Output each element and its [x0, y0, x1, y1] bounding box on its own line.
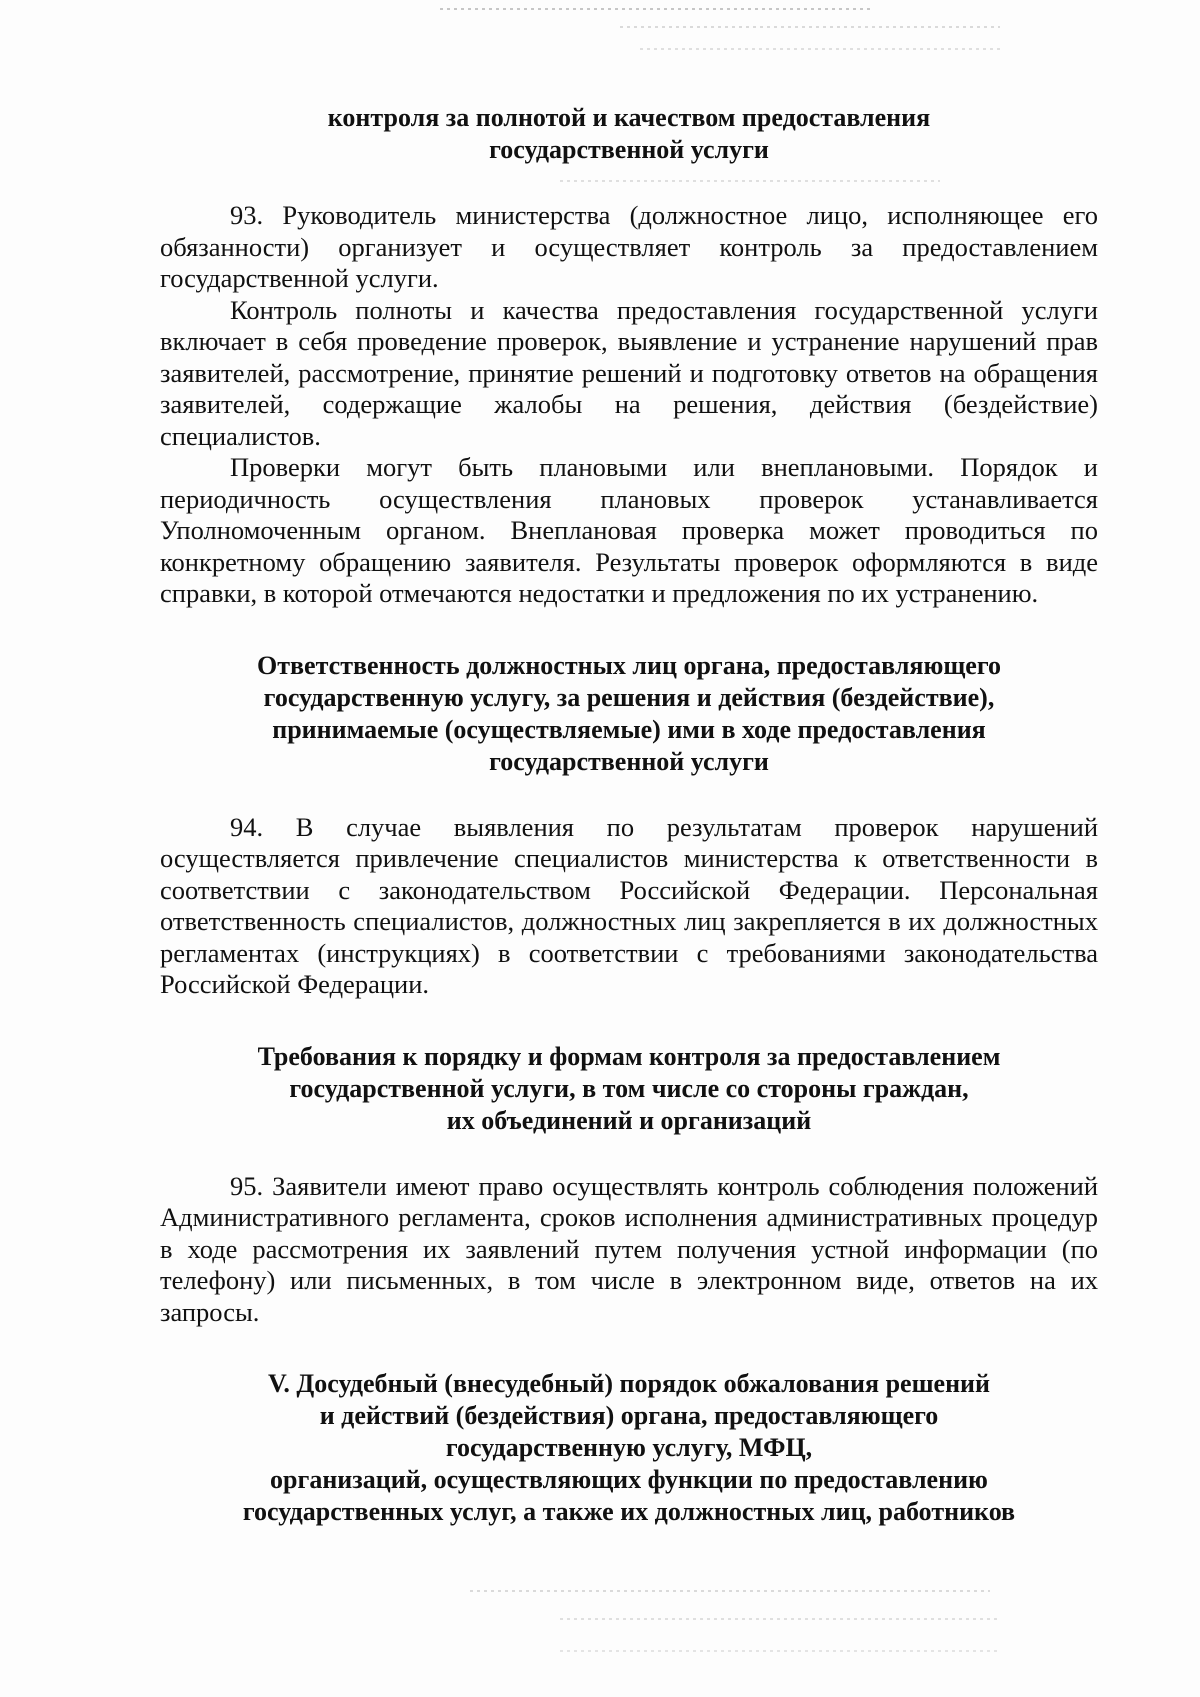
heading-line: государственной услуги	[489, 746, 769, 776]
scan-artifact-top-2	[620, 26, 1000, 28]
paragraph-95: 95. Заявители имеют право осуществлять контроль соблюдения положений Административного регламента, сроков исполнения административных процедур в ходе рассмотрения их заявлений путем получения устной информации (по телефону) или письменных, в том числе в электронном виде, ответов на их запросы.	[160, 1170, 1098, 1327]
paragraph-94: 94. В случае выявления по результатам проверок нарушений осуществляется привлечение специалистов министерства к ответственности в соответствии с законодательством Российской Федерации. Персональная ответственность специалистов, должностных лиц закрепляется в их должностных регламентах (инструкциях) в соответствии с требованиями законодательства Российской Федерации.	[160, 811, 1098, 999]
requirements-heading	[160, 1041, 1098, 1137]
scan-artifact-top-3	[640, 48, 1000, 50]
heading-line: государственных услуг, а также их должностных лиц, работников	[242, 1497, 1016, 1526]
paragraph-93-checks: Проверки могут быть плановыми или внеплановыми. Порядок и периодичность осуществления плановых проверок устанавливается Уполномоченным органом. Внеплановая проверка может проводиться по конкретному обращению заявителя. Результаты проверок оформляются в виде справки, в которой отмечаются недостатки и предложения по их устранению.	[160, 452, 1098, 608]
heading-line: их объединений и организаций	[446, 1105, 812, 1135]
heading-line: организаций, осуществляющих функции по предоставлению	[270, 1465, 988, 1494]
heading-line: государственную услугу, за решения и действия (бездействие),	[263, 682, 995, 712]
scan-artifact-top	[440, 8, 870, 10]
scan-artifact-bottom-3	[560, 1650, 1000, 1652]
heading-line: V. Досудебный (внесудебный) порядок обжалования решений	[267, 1369, 991, 1398]
heading-line: принимаемые (осуществляемые) ими в ходе предоставления	[272, 714, 986, 744]
scan-artifact-bottom	[470, 1590, 990, 1592]
heading-line: Ответственность должностных лиц органа, предоставляющего	[257, 650, 1001, 680]
heading-line: государственной услуги, в том числе со стороны граждан,	[289, 1073, 969, 1103]
heading-line: государственной услуги	[489, 135, 769, 164]
responsibility-heading	[160, 650, 1098, 778]
heading-line: контроля за полнотой и качеством предоставления	[327, 103, 931, 132]
paragraph-93-control: Контроль полноты и качества предоставления государственной услуги включает в себя проведение проверок, выявление и устранение нарушений прав заявителей, рассмотрение, принятие решений и подготовку ответов на обращения заявителей, содержащие жалобы на решения, действия (бездействие) специалистов.	[160, 294, 1098, 451]
document-body	[160, 102, 1098, 1528]
scan-artifact-bottom-2	[560, 1618, 1000, 1620]
heading-line: государственную услугу, МФЦ,	[445, 1433, 813, 1462]
heading-line: Требования к порядку и формам контроля за предоставлением	[257, 1041, 1001, 1071]
section-5-heading	[160, 1368, 1098, 1528]
paragraph-93: 93. Руководитель министерства (должностное лицо, исполняющее его обязанности) организует и осуществляет контроль за предоставлением государственной услуги.	[160, 200, 1098, 293]
heading-line: и действий (бездействия) органа, предоставляющего	[319, 1401, 939, 1430]
control-heading	[160, 102, 1098, 166]
